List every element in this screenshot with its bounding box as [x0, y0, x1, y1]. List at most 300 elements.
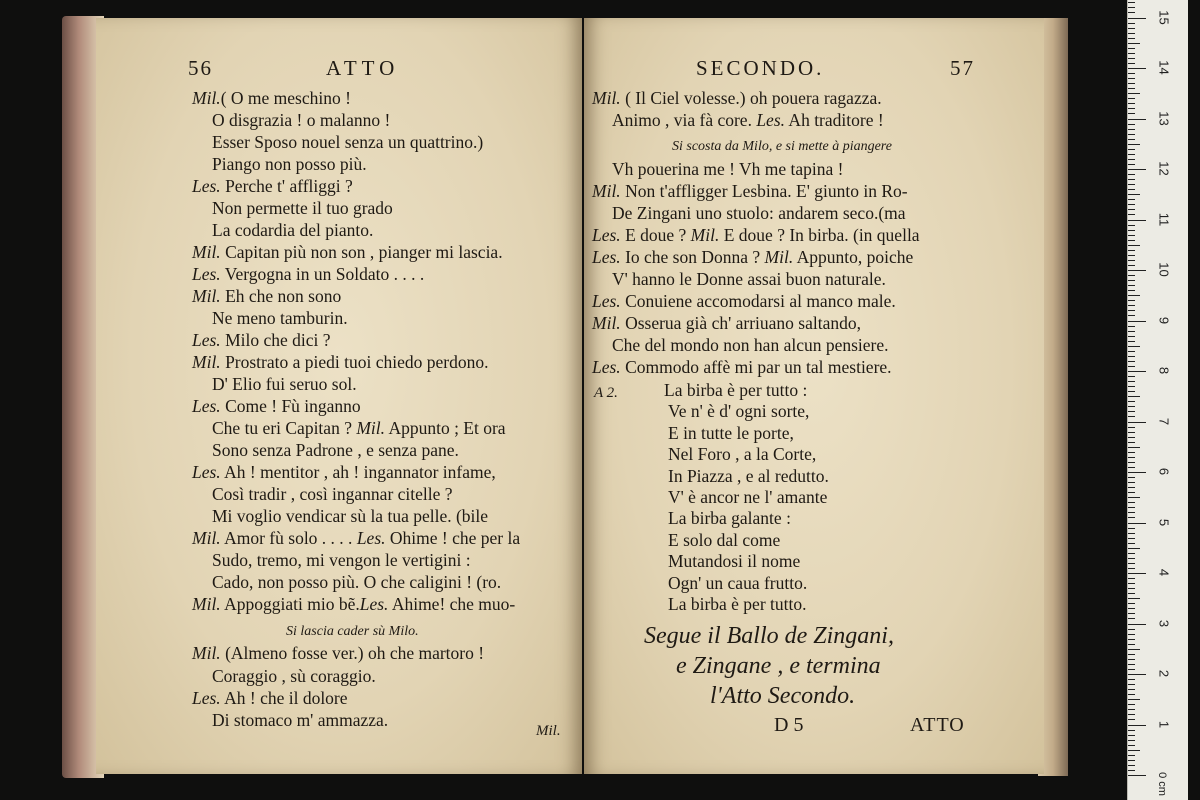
song-line: La birba è per tutto :: [664, 380, 808, 400]
ruler-tick: [1128, 103, 1135, 104]
ruler-tick: [1128, 63, 1135, 64]
ruler-tick: [1128, 719, 1135, 720]
page-number-left: 56: [188, 56, 213, 80]
verse-line: [192, 352, 488, 372]
verse-line: [192, 528, 520, 548]
speaker-tag: Les.: [192, 396, 221, 416]
speaker-tag: Les.: [192, 330, 221, 350]
ruler-tick: [1128, 624, 1146, 625]
ruler-tick: [1128, 538, 1135, 539]
speaker-tag: Les.: [359, 594, 389, 614]
ruler-tick: [1128, 356, 1135, 357]
ruler-tick: [1128, 735, 1135, 736]
ruler-tick: [1128, 396, 1140, 397]
song-line: Ve n' è d' ogni sorte,: [668, 401, 810, 422]
ruler-tick: [1128, 416, 1135, 417]
verse-line: [212, 666, 376, 686]
verse-text: Non t'affligger Lesbina. E' giunto in Ro-: [620, 181, 908, 201]
verse-text: Ohime ! che per la: [385, 528, 521, 548]
ruler-tick: [1128, 346, 1140, 347]
ruler-tick: [1128, 93, 1140, 94]
verse-line: [592, 181, 908, 201]
ruler-tick: [1128, 502, 1135, 503]
catchword-right: ATTO: [910, 714, 965, 736]
ruler-tick: [1128, 265, 1135, 266]
verse-text: La codardia del pianto.: [212, 220, 374, 240]
ruler-tick: [1128, 124, 1135, 125]
ruler-tick: [1128, 214, 1135, 215]
ruler-number: 11: [1156, 212, 1172, 226]
verse-text: Conuiene accomodarsi al manco male.: [620, 291, 896, 311]
verse-text: Come ! Fù inganno: [220, 396, 361, 416]
ruler-tick: [1128, 290, 1135, 291]
verse-text: Io che son Donna ?: [620, 247, 765, 267]
song-line: E solo dal come: [668, 529, 781, 550]
ruler-tick: [1128, 467, 1135, 468]
ruler-tick: [1128, 83, 1135, 84]
speaker-tag: Mil.: [690, 225, 720, 245]
ruler-tick: [1128, 603, 1135, 604]
ruler-tick: [1128, 482, 1135, 483]
ruler-tick: [1128, 548, 1140, 549]
verse-text: Prostrato a piedi tuoi chiedo perdono.: [220, 352, 489, 372]
verse-text: Cado, non posso più. O che caligini ! (ro.: [212, 572, 502, 592]
speaker-tag: Les.: [192, 462, 221, 482]
ruler-tick: [1128, 169, 1146, 170]
ruler-tick: [1128, 381, 1135, 382]
speaker-tag: Mil.: [192, 643, 221, 663]
ruler-tick: [1128, 432, 1135, 433]
speaker-tag: Les.: [192, 688, 221, 708]
ruler-tick: [1128, 669, 1135, 670]
ruler-tick: [1128, 699, 1140, 700]
ruler-tick: [1128, 285, 1135, 286]
verse-line: [192, 242, 503, 262]
ruler-tick: [1128, 295, 1140, 296]
ruler-tick: [1128, 159, 1135, 160]
ruler-tick: [1128, 406, 1135, 407]
verse-text: De Zingani uno stuolo: andarem seco.(ma: [612, 203, 906, 223]
song-line: La birba galante :: [668, 508, 791, 529]
ruler-tick: [1128, 629, 1135, 630]
verse-text: V' hanno le Donne assai buon naturale.: [612, 269, 886, 289]
verse-line: [612, 159, 843, 179]
ruler-tick: [1128, 543, 1135, 544]
ruler-tick: [1128, 775, 1146, 776]
verse-text: Vh pouerina me ! Vh me tapina !: [612, 159, 844, 179]
ruler-tick: [1128, 725, 1146, 726]
ruler-tick: [1128, 679, 1135, 680]
verse-text: Così tradir , così ingannar citelle ?: [212, 484, 453, 504]
speaker-tag: Mil.: [764, 247, 794, 267]
verse-line: [212, 132, 483, 152]
ruler-tick: [1128, 730, 1135, 731]
verse-text: ( O me meschino !: [220, 88, 351, 108]
speaker-tag: Les.: [356, 528, 386, 548]
ruler-tick: [1128, 28, 1135, 29]
ruler-tick: [1128, 644, 1135, 645]
speaker-tag: Mil.: [356, 418, 386, 438]
speaker-tag: Les.: [756, 110, 786, 130]
verse-text: Ah traditore !: [785, 110, 884, 130]
verse-text: Ah ! mentitor , ah ! ingannator infame,: [220, 462, 496, 482]
ruler-tick: [1128, 457, 1135, 458]
stage-direction: Si lascia cader sù Milo.: [286, 624, 419, 639]
ruler-tick: [1128, 755, 1135, 756]
ruler-tick: [1128, 189, 1135, 190]
ruler-tick: [1128, 194, 1140, 195]
ruler-tick: [1128, 260, 1135, 261]
ruler-tick: [1128, 38, 1135, 39]
ruler-tick: [1128, 174, 1135, 175]
ruler-tick: [1128, 199, 1135, 200]
ruler-tick: [1128, 68, 1146, 69]
verse-line: [212, 440, 459, 460]
speaker-tag: Mil.: [192, 352, 221, 372]
verse-line: [592, 313, 861, 333]
verse-text: Di stomaco m' ammazza.: [212, 710, 389, 730]
ruler-tick: [1128, 492, 1135, 493]
ruler-tick: [1128, 18, 1146, 19]
ruler-tick: [1128, 704, 1135, 705]
ruler-tick: [1128, 613, 1135, 614]
ruler-tick: [1128, 361, 1135, 362]
ruler-number: 1: [1156, 720, 1172, 728]
ruler-tick: [1128, 113, 1135, 114]
verse-line: [592, 88, 882, 108]
ruler-number: 9: [1156, 316, 1172, 324]
ruler-tick: [1128, 507, 1135, 508]
ruler-tick: [1128, 371, 1146, 372]
stage-direction: Si scosta da Milo, e si mette à piangere: [672, 139, 892, 154]
ruler-tick: [1128, 341, 1135, 342]
ruler-tick: [1128, 336, 1135, 337]
speaker-tag: Mil.: [592, 88, 621, 108]
ruler-number: 15: [1156, 9, 1172, 25]
speaker-tag: Les.: [592, 291, 621, 311]
signature-mark: D 5: [774, 714, 804, 736]
ruler-tick: [1128, 517, 1135, 518]
running-head-left: ATTO: [326, 56, 400, 80]
verse-line: [212, 484, 453, 504]
ruler-tick: [1128, 331, 1135, 332]
verse-line: [192, 462, 496, 482]
ruler-tick: [1128, 487, 1135, 488]
ruler-tick: [1128, 391, 1135, 392]
verse-text: Coraggio , sù coraggio.: [212, 666, 376, 686]
verse-text: Sudo, tremo, mi vengon le vertigini :: [212, 550, 471, 570]
ruler-tick: [1128, 144, 1140, 145]
verse-text: Non permette il tuo grado: [212, 198, 393, 218]
verse-line: [192, 264, 424, 284]
running-head-right: SECONDO.: [696, 56, 825, 80]
verse-line: [212, 374, 357, 394]
ruler-tick: [1128, 573, 1146, 574]
ruler-number: 5: [1156, 518, 1172, 526]
verse-line: [212, 198, 393, 218]
ruler-tick: [1128, 184, 1135, 185]
ruler-number: 8: [1156, 366, 1172, 375]
song-line: La birba è per tutto.: [668, 594, 807, 614]
song-line: In Piazza , e al redutto.: [668, 465, 829, 486]
ruler-number: 10: [1156, 262, 1172, 277]
ruler-tick: [1128, 43, 1140, 44]
verse-line: [192, 643, 484, 663]
ruler-tick: [1128, 684, 1135, 685]
ruler-tick: [1128, 593, 1135, 594]
verse-text: Commodo affè mi par un tal mestiere.: [620, 357, 892, 377]
ruler-number: 12: [1156, 161, 1172, 176]
ruler-tick: [1128, 442, 1135, 443]
ruler-tick: [1128, 23, 1135, 24]
ruler-tick: [1128, 709, 1135, 710]
verse-line: [286, 619, 419, 642]
verse-line: [192, 594, 515, 614]
ruler-tick: [1128, 255, 1135, 256]
ruler-number: 14: [1156, 60, 1172, 75]
ruler-number: 3: [1156, 619, 1172, 627]
ruler-tick: [1128, 386, 1135, 387]
ruler-tick: [1128, 315, 1135, 316]
verse-line: [592, 247, 913, 267]
ruler-tick: [1128, 326, 1135, 327]
verse-line: [192, 688, 348, 708]
a2-label: A 2.: [594, 385, 618, 401]
ruler-tick: [1128, 245, 1140, 246]
verse-text: E doue ? In birba. (in quella: [719, 225, 920, 245]
ruler-tick: [1128, 351, 1135, 352]
verse-text: Appunto ; Et ora: [385, 418, 506, 438]
ruler-tick: [1128, 427, 1135, 428]
ruler-tick: [1128, 139, 1135, 140]
ruler-tick: [1128, 578, 1135, 579]
ruler-tick: [1128, 664, 1135, 665]
verse-line: [192, 88, 351, 108]
song-line: E in tutte le porte,: [668, 422, 794, 443]
closing-line: l'Atto Secondo.: [710, 683, 856, 709]
ruler-tick: [1128, 497, 1140, 498]
ruler-tick: [1128, 674, 1146, 675]
ruler-tick: [1128, 512, 1135, 513]
ruler-tick: [1128, 250, 1135, 251]
speaker-tag: Mil.: [192, 528, 221, 548]
ruler-tick: [1128, 321, 1146, 322]
page-number-right: 57: [950, 56, 975, 80]
verse-line: [192, 176, 353, 196]
speaker-tag: Les.: [192, 176, 221, 196]
ruler-tick: [1128, 462, 1135, 463]
ruler-tick: [1128, 411, 1135, 412]
verse-text: Animo , via fà core.: [612, 110, 757, 130]
ruler-tick: [1128, 447, 1140, 448]
verse-line: [612, 335, 889, 355]
ruler-tick: [1128, 300, 1135, 301]
verse-line: [212, 572, 501, 592]
verse-line: [612, 110, 884, 130]
verse-text: Che tu eri Capitan ?: [212, 418, 357, 438]
verse-text: Capitan più non son , pianger mi lascia.: [220, 242, 503, 262]
verse-text: Milo che dici ?: [220, 330, 331, 350]
verse-text: Ahime! che muo-: [388, 594, 516, 614]
right-page: [584, 18, 1044, 774]
ruler-tick: [1128, 53, 1135, 54]
ruler-tick: [1128, 452, 1135, 453]
ruler-tick: [1128, 760, 1135, 761]
ruler-tick: [1128, 694, 1135, 695]
ruler-tick: [1128, 568, 1135, 569]
verse-text: Appoggiati mio bẽ.: [220, 594, 360, 614]
ruler-tick: [1128, 472, 1146, 473]
ruler-tick: [1128, 240, 1135, 241]
ruler-tick: [1128, 119, 1146, 120]
ruler-tick: [1128, 583, 1135, 584]
song-line: Mutandosi il nome: [668, 551, 801, 572]
verse-line: [212, 308, 348, 328]
ruler-tick: [1128, 598, 1140, 599]
verse-text: Piango non posso più.: [212, 154, 367, 174]
ruler-tick: [1128, 765, 1135, 766]
verse-line: [592, 225, 920, 245]
ruler-tick: [1128, 149, 1135, 150]
ruler-tick: [1128, 588, 1135, 589]
ruler-tick: [1128, 164, 1135, 165]
ruler-tick: [1128, 528, 1135, 529]
verse-text: Eh che non sono: [220, 286, 342, 306]
ruler-tick: [1128, 634, 1135, 635]
ruler-tick: [1128, 98, 1135, 99]
ruler-tick: [1128, 745, 1135, 746]
measuring-ruler: [1127, 0, 1188, 800]
verse-line: [212, 220, 373, 240]
ruler-tick: [1128, 209, 1135, 210]
ruler-tick: [1128, 7, 1135, 8]
verse-text: ( Il Ciel volesse.) oh pouera ragazza.: [620, 88, 882, 108]
ruler-tick: [1128, 523, 1146, 524]
verse-text: D' Elio fui seruo sol.: [212, 374, 357, 394]
ruler-number: 7: [1156, 417, 1172, 425]
speaker-tag: Les.: [592, 247, 621, 267]
song-line: V' è ancor ne l' amante: [668, 487, 828, 507]
ruler-tick: [1128, 179, 1135, 180]
ruler-number: 2: [1156, 669, 1172, 678]
speaker-tag: Les.: [592, 225, 621, 245]
ruler-tick: [1128, 270, 1146, 271]
verse-text: Ne meno tamburin.: [212, 308, 348, 328]
ruler-tick: [1128, 73, 1135, 74]
verse-text: Esser Sposo nouel senza un quattrino.): [212, 132, 484, 152]
ruler-tick: [1128, 553, 1135, 554]
ruler-number: 13: [1156, 110, 1172, 126]
verse-line: [192, 396, 361, 416]
ruler-tick: [1128, 2, 1135, 3]
ruler-tick: [1128, 305, 1135, 306]
ruler-tick: [1128, 220, 1146, 221]
verse-line: [212, 154, 367, 174]
ruler-tick: [1128, 639, 1135, 640]
speaker-tag: Mil.: [592, 313, 621, 333]
ruler-tick: [1128, 558, 1135, 559]
ruler-tick: [1128, 533, 1135, 534]
verse-text: (Almeno fosse ver.) oh che martoro !: [220, 643, 485, 663]
ruler-number: 6: [1156, 467, 1172, 476]
verse-line: [672, 134, 892, 157]
ruler-tick: [1128, 608, 1135, 609]
ruler-tick: [1128, 78, 1135, 79]
verse-line: [192, 286, 341, 306]
verse-line: [612, 203, 906, 223]
speaker-tag: Mil.: [192, 88, 221, 108]
verse-text: E doue ?: [620, 225, 691, 245]
verse-line: [592, 357, 892, 377]
closing-line: Segue il Ballo de Zingani,: [644, 623, 894, 649]
song-line: Ogn' un caua frutto.: [668, 572, 808, 593]
song-line: Nel Foro , a la Corte,: [668, 444, 817, 465]
ruler-tick: [1128, 477, 1135, 478]
ruler-tick: [1128, 422, 1146, 423]
verse-line: [192, 330, 331, 350]
ruler-tick: [1128, 12, 1135, 13]
verse-text: Vergogna in un Soldato . . . .: [220, 264, 425, 284]
catchword-left: Mil.: [536, 723, 561, 739]
ruler-tick: [1128, 740, 1135, 741]
ruler-tick: [1128, 401, 1135, 402]
ruler-tick: [1128, 310, 1135, 311]
verse-line: [592, 291, 896, 311]
ruler-tick: [1128, 770, 1135, 771]
ruler-tick: [1128, 225, 1135, 226]
ruler-tick: [1128, 366, 1135, 367]
ruler-tick: [1128, 714, 1135, 715]
ruler-tick: [1128, 129, 1135, 130]
verse-text: Ah ! che il dolore: [220, 688, 348, 708]
ruler-tick: [1128, 750, 1140, 751]
verse-text: O disgrazia ! o malanno !: [212, 110, 391, 130]
ruler-tick: [1128, 204, 1135, 205]
verse-text: Sono senza Padrone , e senza pane.: [212, 440, 459, 460]
ruler-tick: [1128, 649, 1140, 650]
verse-text: Osserua già ch' arriuano saltando,: [620, 313, 861, 333]
speaker-tag: Mil.: [592, 181, 621, 201]
verse-line: [612, 269, 886, 289]
ruler-tick: [1128, 618, 1135, 619]
ruler-tick: [1128, 58, 1135, 59]
ruler-tick: [1128, 134, 1135, 135]
verse-line: [212, 418, 506, 438]
ruler-tick: [1128, 230, 1135, 231]
ruler-unit-label: 0 cm: [1155, 772, 1168, 796]
verse-text: Che del mondo non han alcun pensiere.: [612, 335, 889, 355]
ruler-tick: [1128, 154, 1135, 155]
ruler-tick: [1128, 48, 1135, 49]
ruler-tick: [1128, 659, 1135, 660]
verse-line: [212, 506, 488, 526]
verse-line: [212, 110, 390, 130]
closing-line: e Zingane , e termina: [676, 653, 881, 679]
verse-line: [212, 710, 388, 730]
verse-text: Amor fù solo . . . .: [220, 528, 357, 548]
speaker-tag: Mil.: [192, 594, 221, 614]
ruler-tick: [1128, 280, 1135, 281]
ruler-tick: [1128, 654, 1135, 655]
ruler-tick: [1128, 88, 1135, 89]
verse-text: Mi voglio vendicar sù la tua pelle. (bile: [212, 506, 489, 526]
ruler-tick: [1128, 437, 1135, 438]
ruler-tick: [1128, 689, 1135, 690]
left-page: [96, 18, 582, 774]
verse-text: Perche t' affliggi ?: [220, 176, 353, 196]
ruler-tick: [1128, 235, 1135, 236]
speaker-tag: Mil.: [192, 286, 221, 306]
